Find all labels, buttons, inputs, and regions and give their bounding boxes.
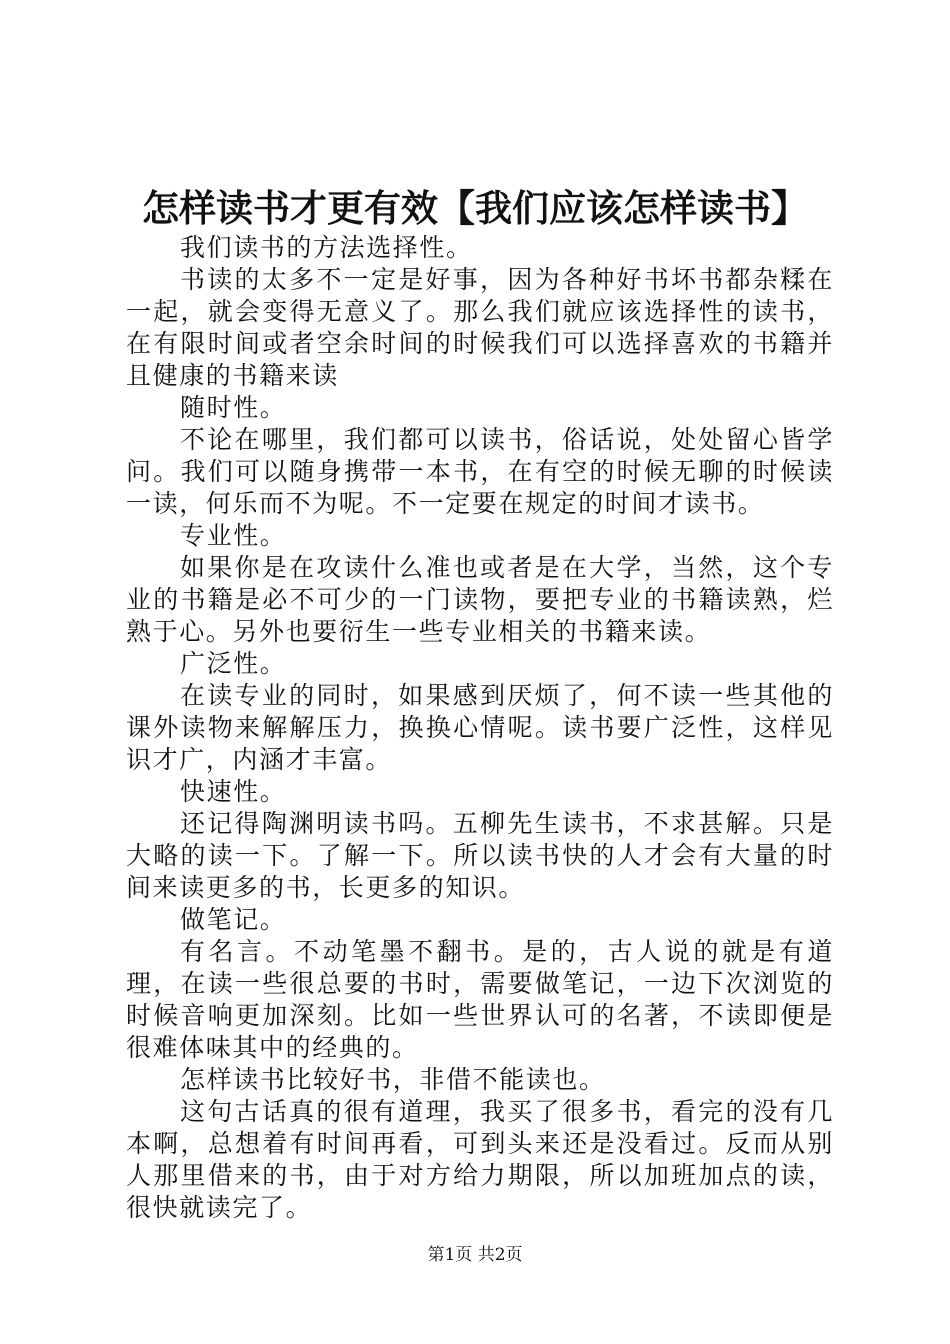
paragraph: 书读的太多不一定是好事，因为各种好书坏书都杂糅在一起，就会变得无意义了。那么我们就应该选择性的读书，在有限时间或者空余时间的时候我们可以选择喜欢的书籍并且健康的书籍来读 — [126, 265, 834, 390]
paragraph: 快速性。 — [180, 777, 287, 806]
paragraph: 这句古话真的很有道理，我买了很多书，看完的没有几本啊，总想着有时间再看，可到头来还是没看过。反而从别人那里借来的书，由于对方给力期限，所以加班加点的读，很快就读完了。 — [126, 1097, 834, 1222]
paragraph: 随时性。 — [180, 393, 287, 422]
paragraph: 还记得陶渊明读书吗。五柳先生读书，不求甚解。只是大略的读一下。了解一下。所以读书快的人才会有大量的时间来读更多的书，长更多的知识。 — [126, 809, 834, 902]
paragraph: 怎样读书比较好书，非借不能读也。 — [180, 1065, 606, 1094]
paragraph: 做笔记。 — [180, 905, 287, 934]
paragraph: 在读专业的同时，如果感到厌烦了，何不读一些其他的课外读物来解解压力，换换心情呢。读书要广泛性，这样见识才广，内涵才丰富。 — [126, 681, 834, 774]
paragraph: 不论在哪里，我们都可以读书，俗话说，处处留心皆学问。我们可以随身携带一本书，在有空的时候无聊的时候读一读，何乐而不为呢。不一定要在规定的时间才读书。 — [126, 425, 834, 518]
paragraph: 我们读书的方法选择性。 — [180, 233, 473, 262]
paragraph: 专业性。 — [180, 521, 287, 550]
paragraph: 广泛性。 — [180, 649, 287, 678]
document-title: 怎样读书才更有效【我们应该怎样读书】 — [142, 186, 808, 230]
page-number-footer: 第1页 共2页 — [427, 1245, 523, 1265]
paragraph: 如果你是在攻读什么准也或者是在大学，当然，这个专业的书籍是必不可少的一门读物，要把专业的书籍读熟，烂熟于心。另外也要衍生一些专业相关的书籍来读。 — [126, 553, 834, 646]
paragraph: 有名言。不动笔墨不翻书。是的，古人说的就是有道理，在读一些很总要的书时，需要做笔记，一边下次浏览的时候音响更加深刻。比如一些世界认可的名著，不读即便是很难体味其中的经典的。 — [126, 937, 834, 1062]
document-body — [126, 232, 834, 1224]
